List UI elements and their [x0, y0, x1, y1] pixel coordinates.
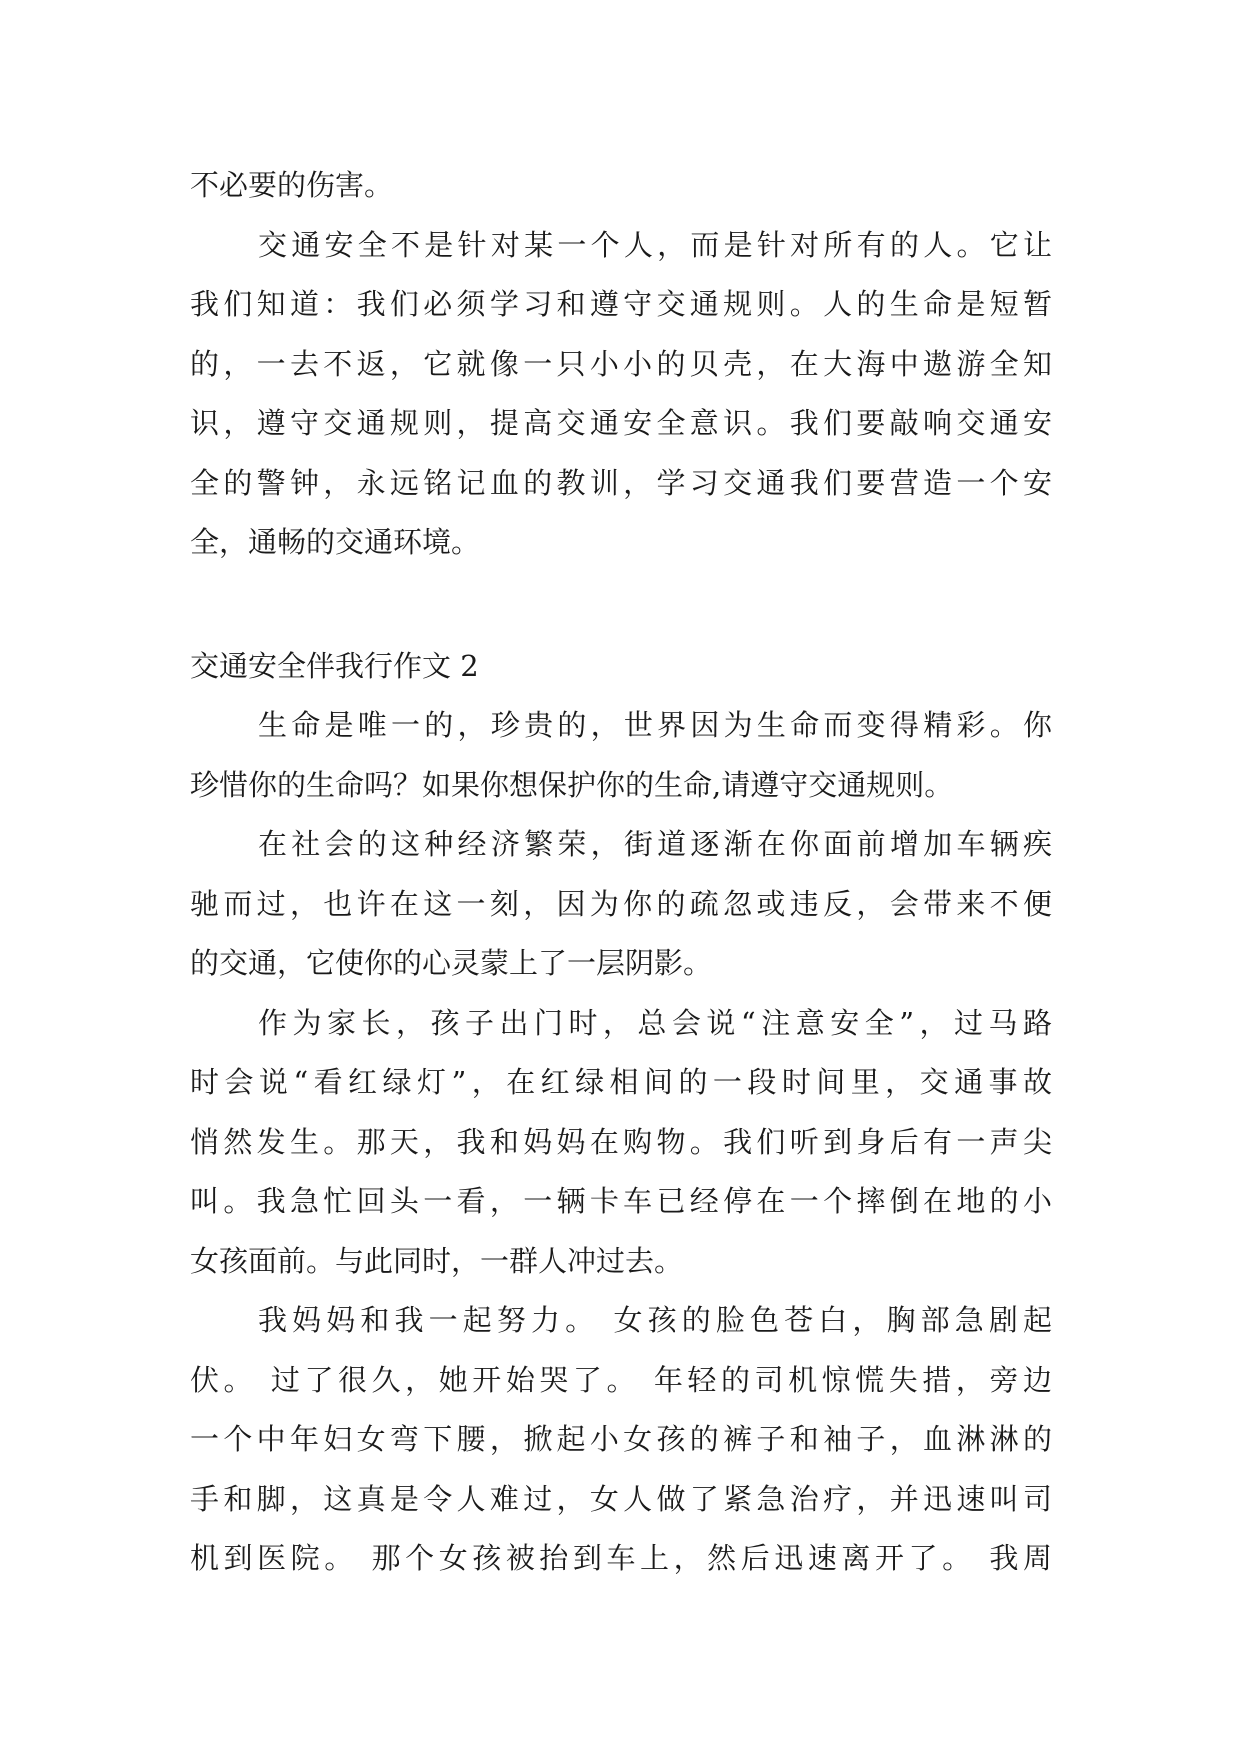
text-line: 全，通畅的交通环境。 — [190, 525, 481, 559]
text-line: 全的警钟，永远铭记血的教训，学习交通我们要营造一个安 — [190, 465, 1052, 500]
document-body — [190, 156, 1052, 1589]
text-line: 作为家长，孩子出门时，总会说“注意安全”，过马路 — [258, 1005, 1052, 1040]
text-line: 一个中年妇女弯下腰，掀起小女孩的裤子和袖子，血淋淋的 — [190, 1422, 1052, 1456]
text-line: 交通安全不是针对某一个人，而是针对所有的人。它让 — [258, 227, 1052, 262]
text-line: 生命是唯一的，珍贵的，世界因为生命而变得精彩。你 — [258, 708, 1052, 742]
paragraph — [190, 216, 1052, 573]
paragraph-continuation — [190, 156, 1052, 216]
text-line: 珍惜你的生命吗？如果你想保护你的生命,请遵守交通规则。 — [190, 767, 954, 802]
text-line: 叫。我急忙回头一看，一辆卡车已经停在一个摔倒在地的小 — [190, 1184, 1052, 1218]
paragraph — [190, 696, 1052, 815]
text-line: 的，一去不返，它就像一只小小的贝壳，在大海中遨游全知 — [190, 346, 1052, 381]
heading-text: 交通安全伴我行作文 2 — [190, 648, 479, 683]
text-line: 在社会的这种经济繁荣，街道逐渐在你面前增加车辆疾 — [258, 827, 1052, 861]
text-line: 手和脚，这真是令人难过，女人做了紧急治疗，并迅速叫司 — [190, 1481, 1052, 1516]
section-heading — [190, 637, 1052, 697]
text-line: 我妈妈和我一起努力。 女孩的脸色苍白，胸部急剧起 — [258, 1303, 1052, 1337]
text-line: 驰而过，也许在这一刻，因为你的疏忽或违反，会带来不便 — [190, 886, 1052, 921]
paragraph — [190, 815, 1052, 994]
text-line: 时会说“看红绿灯”，在红绿相间的一段时间里，交通事故 — [190, 1065, 1052, 1099]
text-line: 识，遵守交通规则，提高交通安全意识。我们要敲响交通安 — [190, 406, 1052, 440]
paragraph — [190, 994, 1052, 1292]
text-line: 女孩面前。与此同时，一群人冲过去。 — [190, 1243, 684, 1278]
text-line: 我们知道：我们必须学习和遵守交通规则。人的生命是短暂 — [190, 287, 1052, 321]
text-line: 悄然发生。那天，我和妈妈在购物。我们听到身后有一声尖 — [190, 1124, 1052, 1159]
text-line: 机到医院。 那个女孩被抬到车上，然后迅速离开了。 我周 — [190, 1541, 1052, 1575]
paragraph — [190, 1291, 1052, 1589]
text-line: 的交通，它使你的心灵蒙上了一层阴影。 — [190, 946, 713, 980]
text-line: 不必要的伤害。 — [190, 168, 394, 202]
text-line: 伏。 过了很久，她开始哭了。 年轻的司机惊慌失措，旁边 — [190, 1362, 1052, 1397]
